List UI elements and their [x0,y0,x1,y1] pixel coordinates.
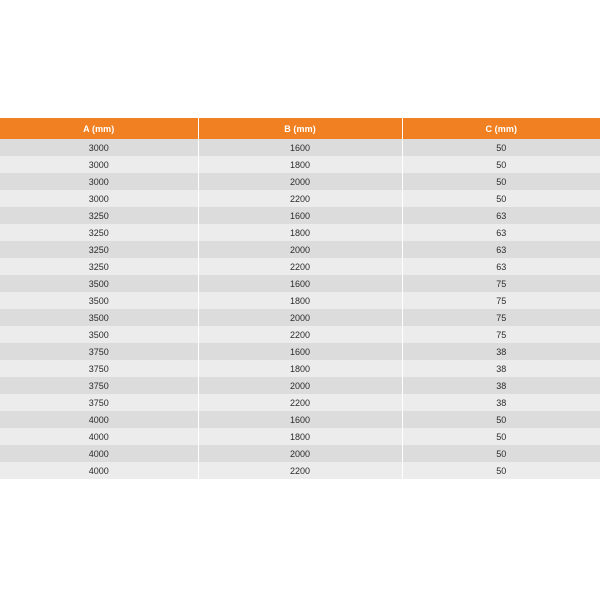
table-cell: 2000 [198,241,402,258]
table-cell: 3000 [0,156,198,173]
table-cell: 38 [402,394,600,411]
table-cell: 3000 [0,139,198,156]
table-row [0,428,600,445]
table-cell: 4000 [0,462,198,479]
table-cell: 3250 [0,241,198,258]
table-cell: 1600 [198,411,402,428]
table-cell: 38 [402,377,600,394]
table-cell: 2200 [198,190,402,207]
table-header-row [0,118,600,139]
table-cell: 2000 [198,173,402,190]
table-cell: 2000 [198,445,402,462]
table-cell: 3000 [0,173,198,190]
column-header-b: B (mm) [198,118,402,139]
table-cell: 50 [402,173,600,190]
table-cell: 50 [402,190,600,207]
table-cell: 3750 [0,360,198,377]
table-row [0,173,600,190]
column-header-a: A (mm) [0,118,198,139]
table-cell: 2000 [198,309,402,326]
table-cell: 4000 [0,428,198,445]
table-cell: 38 [402,343,600,360]
table-cell: 3500 [0,292,198,309]
table-cell: 1800 [198,428,402,445]
table-cell: 1600 [198,275,402,292]
table-row [0,394,600,411]
table-cell: 1800 [198,360,402,377]
table-row [0,139,600,156]
table-cell: 2200 [198,258,402,275]
table-row [0,462,600,479]
table-cell: 1600 [198,343,402,360]
table-cell: 3500 [0,275,198,292]
table-cell: 38 [402,360,600,377]
table-row [0,445,600,462]
spec-table-container [0,118,600,479]
table-header [0,118,600,139]
table-cell: 3750 [0,377,198,394]
table-cell: 75 [402,292,600,309]
table-row [0,241,600,258]
table-cell: 3250 [0,224,198,241]
table-row [0,190,600,207]
table-row [0,326,600,343]
table-cell: 50 [402,462,600,479]
table-cell: 50 [402,445,600,462]
table-cell: 75 [402,309,600,326]
table-row [0,258,600,275]
table-row [0,156,600,173]
table-cell: 2000 [198,377,402,394]
table-cell: 3000 [0,190,198,207]
table-cell: 63 [402,207,600,224]
table-cell: 3750 [0,343,198,360]
table-cell: 50 [402,139,600,156]
table-cell: 50 [402,156,600,173]
table-row [0,207,600,224]
table-row [0,377,600,394]
table-row [0,360,600,377]
table-cell: 4000 [0,445,198,462]
table-cell: 1800 [198,156,402,173]
table-cell: 1600 [198,207,402,224]
column-header-c: C (mm) [402,118,600,139]
table-cell: 1800 [198,224,402,241]
table-cell: 63 [402,258,600,275]
table-row [0,343,600,360]
table-cell: 3250 [0,258,198,275]
table-cell: 3250 [0,207,198,224]
table-cell: 50 [402,428,600,445]
table-row [0,309,600,326]
table-cell: 63 [402,241,600,258]
table-row [0,275,600,292]
table-cell: 2200 [198,394,402,411]
spec-table [0,118,600,479]
table-cell: 1800 [198,292,402,309]
table-cell: 3750 [0,394,198,411]
table-cell: 2200 [198,462,402,479]
table-cell: 1600 [198,139,402,156]
table-cell: 3500 [0,309,198,326]
table-cell: 63 [402,224,600,241]
table-body [0,139,600,479]
table-row [0,411,600,428]
table-cell: 4000 [0,411,198,428]
table-cell: 50 [402,411,600,428]
table-cell: 3500 [0,326,198,343]
table-row [0,292,600,309]
table-cell: 75 [402,326,600,343]
table-cell: 75 [402,275,600,292]
table-cell: 2200 [198,326,402,343]
table-row [0,224,600,241]
